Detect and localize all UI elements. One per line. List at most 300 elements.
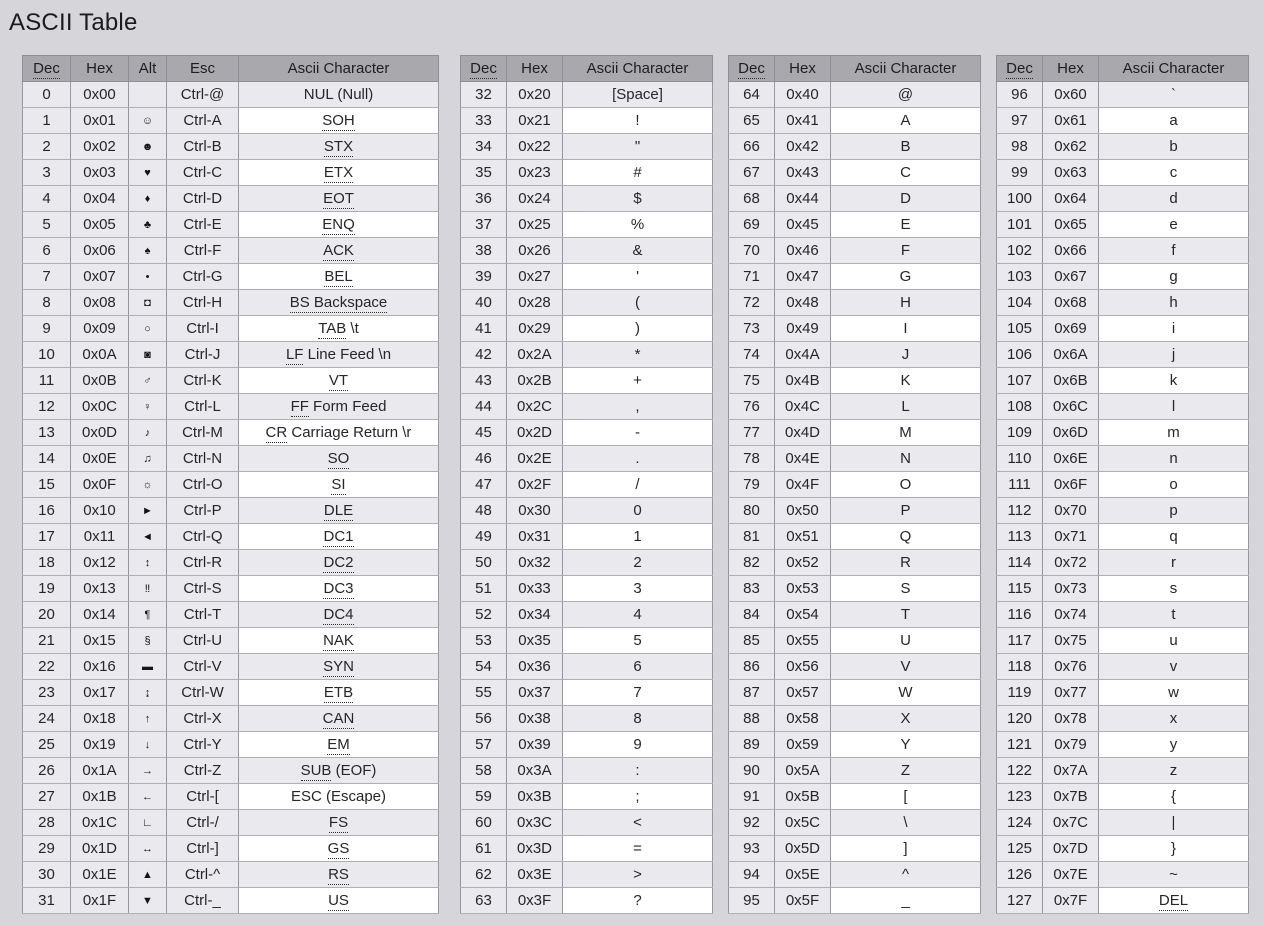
hex-cell: 0x51 <box>775 524 831 550</box>
esc-cell: Ctrl-T <box>167 602 239 628</box>
hex-cell: 0x0C <box>71 394 129 420</box>
ascii-cell <box>831 186 981 212</box>
table-row <box>23 420 439 446</box>
dec-cell: 39 <box>461 264 507 290</box>
ascii-cell <box>239 212 439 238</box>
table-row <box>461 108 713 134</box>
hex-cell: 0x0F <box>71 472 129 498</box>
ascii-text: v <box>1169 658 1178 675</box>
alt-cell: § <box>129 628 167 654</box>
column-header-dec <box>461 56 507 82</box>
esc-cell: Ctrl-R <box>167 550 239 576</box>
ascii-cell <box>1099 342 1249 368</box>
dec-cell: 114 <box>997 550 1043 576</box>
hex-cell: 0x12 <box>71 550 129 576</box>
dec-cell: 27 <box>23 784 71 810</box>
ascii-cell <box>1099 862 1249 888</box>
esc-cell: Ctrl-W <box>167 680 239 706</box>
dec-cell: 15 <box>23 472 71 498</box>
column-header-label: Ascii Character <box>1122 60 1225 77</box>
ascii-cell <box>831 134 981 160</box>
table-row <box>997 368 1249 394</box>
ascii-cell <box>563 420 713 446</box>
alt-cell: ♀ <box>129 394 167 420</box>
column-header-hex <box>1043 56 1099 82</box>
ascii-cell <box>239 290 439 316</box>
dec-cell: 59 <box>461 784 507 810</box>
hex-cell: 0x79 <box>1043 732 1099 758</box>
ascii-cell <box>563 186 713 212</box>
ascii-cell <box>831 264 981 290</box>
dec-cell: 21 <box>23 628 71 654</box>
ascii-cell <box>239 836 439 862</box>
table-row <box>461 186 713 212</box>
hex-cell: 0x46 <box>775 238 831 264</box>
ascii-text: ^ <box>901 866 910 883</box>
column-header-dec <box>23 56 71 82</box>
hex-cell: 0x1D <box>71 836 129 862</box>
hex-cell: 0x0D <box>71 420 129 446</box>
ascii-text: Form Feed <box>308 398 387 415</box>
ascii-cell <box>563 394 713 420</box>
hex-cell: 0x22 <box>507 134 563 160</box>
ascii-cell <box>563 316 713 342</box>
ascii-abbr: EM <box>327 736 350 753</box>
ascii-text: [ <box>903 788 908 805</box>
header-row <box>729 56 981 82</box>
hex-cell: 0x2F <box>507 472 563 498</box>
hex-cell: 0x3C <box>507 810 563 836</box>
ascii-text: $ <box>633 190 642 207</box>
ascii-text: U <box>900 632 911 649</box>
hex-cell: 0x30 <box>507 498 563 524</box>
hex-cell: 0x3A <box>507 758 563 784</box>
ascii-text: H <box>900 294 911 311</box>
table-row <box>23 576 439 602</box>
dec-cell: 81 <box>729 524 775 550</box>
hex-cell: 0x3F <box>507 888 563 914</box>
ascii-text: J <box>901 346 910 363</box>
ascii-text: d <box>1169 190 1178 207</box>
table-row <box>729 290 981 316</box>
table-row <box>729 680 981 706</box>
table-row <box>997 316 1249 342</box>
ascii-cell <box>831 836 981 862</box>
hex-cell: 0x04 <box>71 186 129 212</box>
hex-cell: 0x6B <box>1043 368 1099 394</box>
ascii-cell <box>563 576 713 602</box>
ascii-text: 5 <box>633 632 642 649</box>
ascii-text: ! <box>635 112 640 129</box>
esc-cell: Ctrl-J <box>167 342 239 368</box>
table-row <box>729 602 981 628</box>
ascii-cell <box>563 602 713 628</box>
dec-cell: 3 <box>23 160 71 186</box>
ascii-cell <box>563 108 713 134</box>
alt-cell: ◄ <box>129 524 167 550</box>
ascii-text: P <box>900 502 911 519</box>
ascii-abbr: VT <box>328 372 349 389</box>
ascii-cell <box>831 212 981 238</box>
table-row <box>23 784 439 810</box>
dec-cell: 35 <box>461 160 507 186</box>
dec-cell: 108 <box>997 394 1043 420</box>
esc-cell: Ctrl-[ <box>167 784 239 810</box>
table-row <box>997 784 1249 810</box>
table-row <box>729 316 981 342</box>
hex-cell: 0x50 <box>775 498 831 524</box>
dec-cell: 14 <box>23 446 71 472</box>
hex-cell: 0x39 <box>507 732 563 758</box>
ascii-cell <box>1099 472 1249 498</box>
hex-cell: 0x0B <box>71 368 129 394</box>
esc-cell: Ctrl-A <box>167 108 239 134</box>
dec-cell: 18 <box>23 550 71 576</box>
ascii-cell <box>831 810 981 836</box>
dec-cell: 32 <box>461 82 507 108</box>
table-row <box>461 82 713 108</box>
hex-cell: 0x7E <box>1043 862 1099 888</box>
column-header-hex <box>775 56 831 82</box>
ascii-text: f <box>1171 242 1176 259</box>
esc-cell: Ctrl-U <box>167 628 239 654</box>
ascii-text: ` <box>1171 86 1176 103</box>
dec-cell: 103 <box>997 264 1043 290</box>
ascii-cell <box>831 82 981 108</box>
ascii-text: , <box>635 398 640 415</box>
ascii-cell <box>239 368 439 394</box>
table-row <box>729 654 981 680</box>
esc-cell: Ctrl-@ <box>167 82 239 108</box>
ascii-text: c <box>1169 164 1178 181</box>
column-header-label: Hex <box>789 60 816 77</box>
ascii-cell <box>239 758 439 784</box>
hex-cell: 0x5C <box>775 810 831 836</box>
table-row <box>997 108 1249 134</box>
table-row <box>23 654 439 680</box>
ascii-text: NUL (Null) <box>303 86 374 103</box>
ascii-cell <box>239 160 439 186</box>
column-header-esc <box>167 56 239 82</box>
hex-cell: 0x48 <box>775 290 831 316</box>
dec-cell: 79 <box>729 472 775 498</box>
dec-cell: 112 <box>997 498 1043 524</box>
ascii-text: 8 <box>633 710 642 727</box>
ascii-cell <box>239 706 439 732</box>
ascii-text: x <box>1169 710 1178 727</box>
dec-cell: 29 <box>23 836 71 862</box>
alt-cell <box>129 82 167 108</box>
ascii-cell <box>239 732 439 758</box>
ascii-text: ESC (Escape) <box>290 788 387 805</box>
esc-cell: Ctrl-M <box>167 420 239 446</box>
dec-cell: 58 <box>461 758 507 784</box>
ascii-text: ) <box>635 320 640 337</box>
alt-cell: ↓ <box>129 732 167 758</box>
table-row <box>997 342 1249 368</box>
dec-cell: 96 <box>997 82 1043 108</box>
hex-cell: 0x34 <box>507 602 563 628</box>
ascii-cell <box>563 498 713 524</box>
table-header <box>23 56 439 82</box>
hex-cell: 0x1E <box>71 862 129 888</box>
dec-cell: 123 <box>997 784 1043 810</box>
hex-cell: 0x60 <box>1043 82 1099 108</box>
hex-cell: 0x24 <box>507 186 563 212</box>
ascii-text: V <box>900 658 911 675</box>
ascii-abbr: FF <box>290 398 309 415</box>
dec-cell: 78 <box>729 446 775 472</box>
ascii-abbr: SOH <box>322 112 355 129</box>
dec-cell: 53 <box>461 628 507 654</box>
table-row <box>997 212 1249 238</box>
ascii-text: " <box>634 138 641 155</box>
ascii-text: l <box>1171 398 1176 415</box>
hex-cell: 0x78 <box>1043 706 1099 732</box>
dec-cell: 95 <box>729 888 775 914</box>
dec-cell: 74 <box>729 342 775 368</box>
table-row <box>997 680 1249 706</box>
table-row <box>23 628 439 654</box>
ascii-abbr: DC4 <box>323 606 354 623</box>
dec-cell: 40 <box>461 290 507 316</box>
alt-cell: ↔ <box>129 836 167 862</box>
ascii-text: / <box>635 476 640 493</box>
alt-cell: ¶ <box>129 602 167 628</box>
hex-cell: 0x11 <box>71 524 129 550</box>
hex-cell: 0x05 <box>71 212 129 238</box>
ascii-cell <box>239 238 439 264</box>
hex-cell: 0x40 <box>775 82 831 108</box>
ascii-abbr: DC2 <box>323 554 354 571</box>
hex-cell: 0x1A <box>71 758 129 784</box>
dec-cell: 90 <box>729 758 775 784</box>
dec-cell: 110 <box>997 446 1043 472</box>
ascii-text: 1 <box>633 528 642 545</box>
hex-cell: 0x4B <box>775 368 831 394</box>
esc-cell: Ctrl-I <box>167 316 239 342</box>
hex-cell: 0x62 <box>1043 134 1099 160</box>
table-row <box>23 160 439 186</box>
table-row <box>997 628 1249 654</box>
ascii-text: g <box>1169 268 1178 285</box>
ascii-text: [Space] <box>612 86 663 103</box>
table-row <box>461 238 713 264</box>
ascii-text: Carriage Return \r <box>287 424 412 441</box>
table-row <box>729 524 981 550</box>
ascii-text: } <box>1170 840 1176 857</box>
hex-cell: 0x14 <box>71 602 129 628</box>
hex-cell: 0x06 <box>71 238 129 264</box>
hex-cell: 0x02 <box>71 134 129 160</box>
ascii-text: e <box>1169 216 1178 233</box>
ascii-cell <box>1099 134 1249 160</box>
dec-cell: 113 <box>997 524 1043 550</box>
column-header-label: Dec <box>1006 60 1033 77</box>
dec-cell: 63 <box>461 888 507 914</box>
column-header-label: Dec <box>33 60 60 77</box>
alt-cell: ► <box>129 498 167 524</box>
ascii-cell <box>239 784 439 810</box>
ascii-cell <box>239 186 439 212</box>
hex-cell: 0x1C <box>71 810 129 836</box>
ascii-cell <box>239 602 439 628</box>
hex-cell: 0x0E <box>71 446 129 472</box>
table-row <box>997 706 1249 732</box>
table-row <box>461 576 713 602</box>
hex-cell: 0x72 <box>1043 550 1099 576</box>
table-row <box>461 810 713 836</box>
ascii-table-dec-32-63 <box>460 55 713 914</box>
table-row <box>729 732 981 758</box>
esc-cell: Ctrl-L <box>167 394 239 420</box>
table-row <box>461 732 713 758</box>
ascii-text: w <box>1168 684 1179 701</box>
hex-cell: 0x6E <box>1043 446 1099 472</box>
hex-cell: 0x7C <box>1043 810 1099 836</box>
table-row <box>997 758 1249 784</box>
ascii-text: (EOF) <box>331 762 377 779</box>
dec-cell: 111 <box>997 472 1043 498</box>
esc-cell: Ctrl-K <box>167 368 239 394</box>
dec-cell: 70 <box>729 238 775 264</box>
ascii-cell <box>563 368 713 394</box>
column-header-hex <box>507 56 563 82</box>
ascii-text: X <box>900 710 911 727</box>
ascii-table-dec-0-31 <box>22 55 439 914</box>
hex-cell: 0x16 <box>71 654 129 680</box>
table-row <box>23 732 439 758</box>
ascii-cell <box>831 576 981 602</box>
ascii-cell <box>1099 550 1249 576</box>
dec-cell: 87 <box>729 680 775 706</box>
table-row <box>23 134 439 160</box>
dec-cell: 37 <box>461 212 507 238</box>
dec-cell: 118 <box>997 654 1043 680</box>
hex-cell: 0x0A <box>71 342 129 368</box>
alt-cell: ▬ <box>129 654 167 680</box>
hex-cell: 0x70 <box>1043 498 1099 524</box>
hex-cell: 0x01 <box>71 108 129 134</box>
dec-cell: 99 <box>997 160 1043 186</box>
table-row <box>729 160 981 186</box>
ascii-cell <box>1099 446 1249 472</box>
ascii-cell <box>1099 368 1249 394</box>
dec-cell: 92 <box>729 810 775 836</box>
alt-cell: ↑ <box>129 706 167 732</box>
hex-cell: 0x6F <box>1043 472 1099 498</box>
table-header <box>729 56 981 82</box>
hex-cell: 0x52 <box>775 550 831 576</box>
ascii-text: & <box>632 242 643 259</box>
ascii-text: ~ <box>1169 866 1178 883</box>
table-row <box>23 836 439 862</box>
table-row <box>729 628 981 654</box>
ascii-cell <box>1099 316 1249 342</box>
table-row <box>729 342 981 368</box>
ascii-cell <box>831 550 981 576</box>
ascii-cell <box>831 732 981 758</box>
ascii-text: Line Feed \n <box>303 346 392 363</box>
table-row <box>997 550 1249 576</box>
alt-cell: ‼ <box>129 576 167 602</box>
ascii-text: z <box>1169 762 1178 779</box>
table-row <box>997 654 1249 680</box>
dec-cell: 115 <box>997 576 1043 602</box>
ascii-cell <box>239 628 439 654</box>
ascii-text: @ <box>897 86 914 103</box>
dec-cell: 75 <box>729 368 775 394</box>
dec-cell: 125 <box>997 836 1043 862</box>
dec-cell: 93 <box>729 836 775 862</box>
ascii-text: \t <box>346 320 359 337</box>
dec-cell: 44 <box>461 394 507 420</box>
alt-cell: ☻ <box>129 134 167 160</box>
table-row <box>23 550 439 576</box>
ascii-cell <box>831 472 981 498</box>
ascii-cell <box>563 472 713 498</box>
ascii-cell <box>563 342 713 368</box>
hex-cell: 0x53 <box>775 576 831 602</box>
table-row <box>461 836 713 862</box>
ascii-abbr: BS Backspace <box>289 294 388 311</box>
hex-cell: 0x67 <box>1043 264 1099 290</box>
hex-cell: 0x74 <box>1043 602 1099 628</box>
table-row <box>23 316 439 342</box>
ascii-text: ; <box>635 788 640 805</box>
dec-cell: 46 <box>461 446 507 472</box>
table-row <box>997 836 1249 862</box>
table-row <box>23 602 439 628</box>
table-row <box>23 498 439 524</box>
ascii-text: Y <box>900 736 911 753</box>
dec-cell: 83 <box>729 576 775 602</box>
hex-cell: 0x44 <box>775 186 831 212</box>
ascii-text: ? <box>633 892 642 909</box>
ascii-cell <box>239 82 439 108</box>
dec-cell: 91 <box>729 784 775 810</box>
ascii-text: t <box>1171 606 1176 623</box>
ascii-cell <box>1099 888 1249 914</box>
hex-cell: 0x43 <box>775 160 831 186</box>
ascii-cell <box>831 888 981 914</box>
ascii-cell <box>563 628 713 654</box>
ascii-cell <box>831 498 981 524</box>
ascii-cell <box>239 654 439 680</box>
table-row <box>23 368 439 394</box>
ascii-cell <box>563 290 713 316</box>
esc-cell: Ctrl-Y <box>167 732 239 758</box>
dec-cell: 9 <box>23 316 71 342</box>
column-header-alt <box>129 56 167 82</box>
hex-cell: 0x17 <box>71 680 129 706</box>
table-row <box>997 472 1249 498</box>
alt-cell: ▼ <box>129 888 167 914</box>
ascii-cell <box>563 888 713 914</box>
ascii-cell <box>1099 82 1249 108</box>
alt-cell: ▲ <box>129 862 167 888</box>
esc-cell: Ctrl-H <box>167 290 239 316</box>
ascii-text: G <box>899 268 912 285</box>
hex-cell: 0x2C <box>507 394 563 420</box>
ascii-text: T <box>900 606 911 623</box>
esc-cell: Ctrl-Z <box>167 758 239 784</box>
table-row <box>461 706 713 732</box>
dec-cell: 30 <box>23 862 71 888</box>
column-header-label: Hex <box>521 60 548 77</box>
dec-cell: 25 <box>23 732 71 758</box>
table-row <box>23 186 439 212</box>
